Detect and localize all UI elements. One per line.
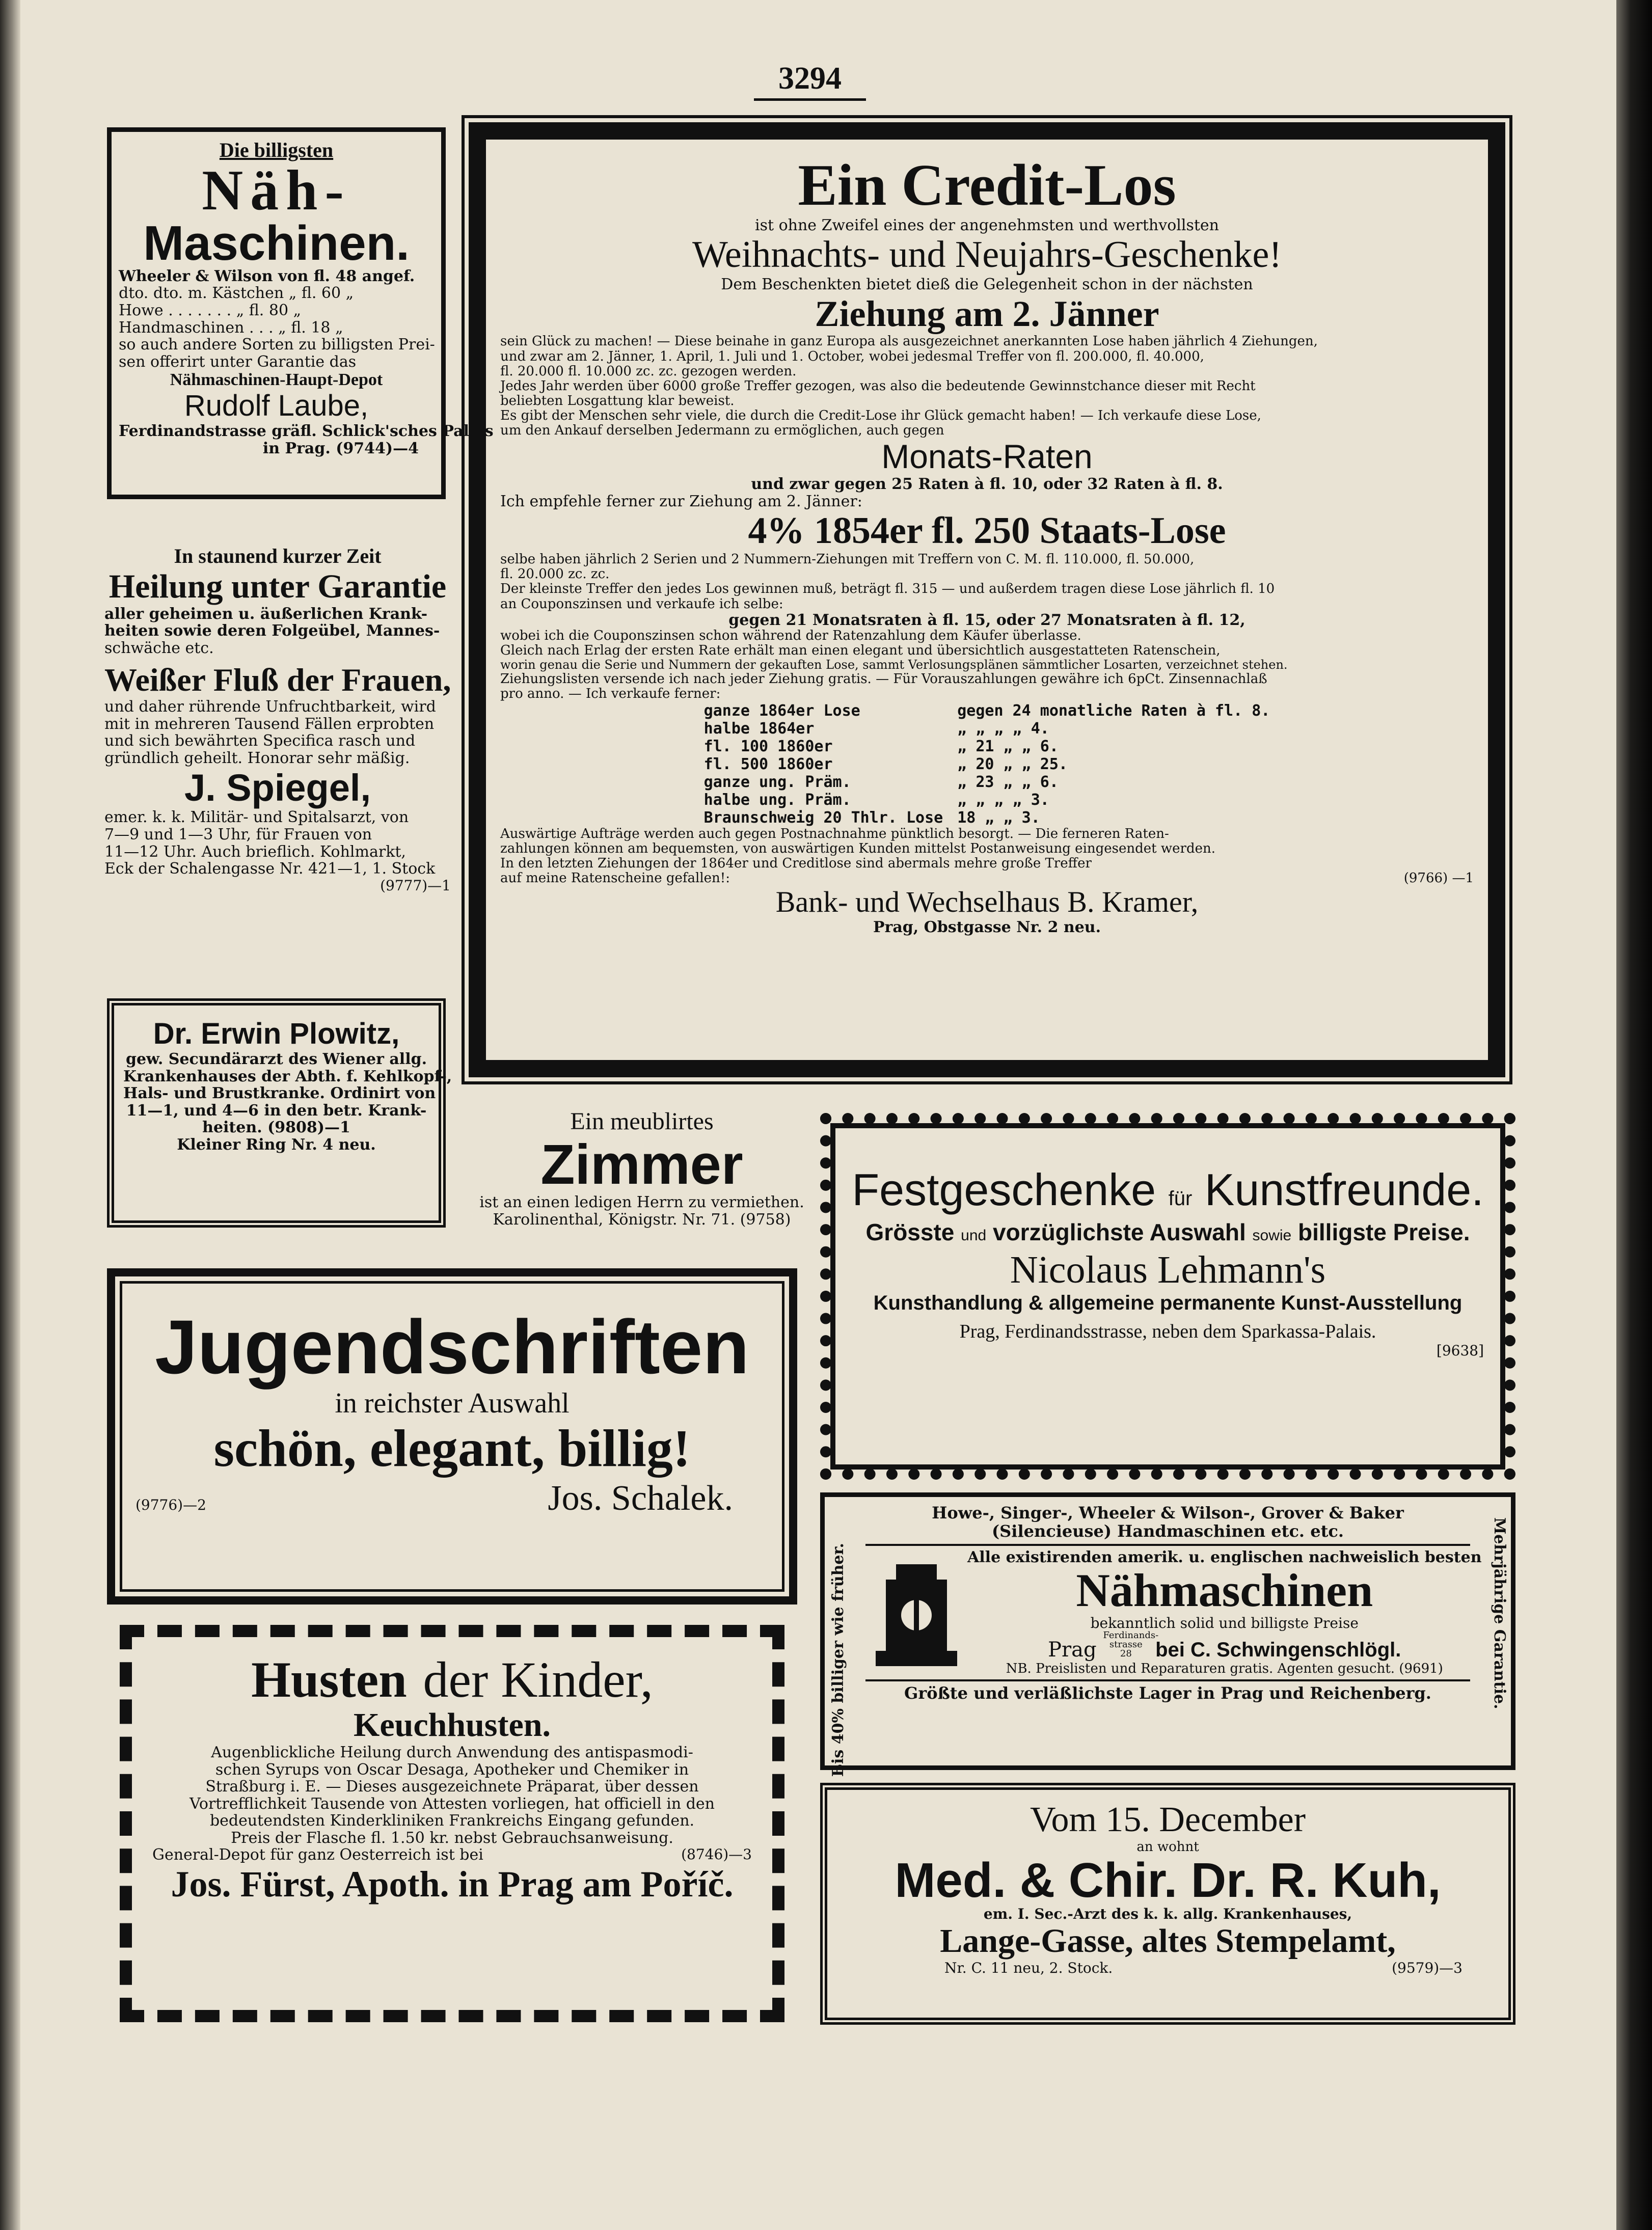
body-text: zahlungen können am bequemsten, von auswärtigen Kunden mittelst Postanweisung eingesendet werden. bbox=[500, 840, 1215, 856]
lot-terms: „ „ „ „ 3. bbox=[957, 791, 1049, 809]
body-text: pro anno. — Ich verkaufe ferner: bbox=[500, 686, 721, 702]
body-text: emer. k. k. Militär- und Spitalsarzt, von bbox=[104, 808, 409, 827]
body-text: Preis der Flasche fl. 1.50 kr. nebst Gebrauchsanweisung. bbox=[231, 1829, 673, 1847]
advertiser-name: Rudolf Laube, bbox=[184, 389, 369, 423]
body-text: Dem Beschenkten bietet dieß die Gelegenheit schon in der nächsten bbox=[721, 276, 1253, 294]
address: Lange-Gasse, altes Stempelamt, bbox=[940, 1922, 1396, 1960]
heading: Vom 15. December bbox=[1030, 1800, 1306, 1839]
address: in Prag. (9744)—4 bbox=[262, 439, 419, 457]
lot-row bbox=[697, 755, 1278, 773]
text-part: vorzüglichste Auswahl bbox=[993, 1218, 1246, 1245]
body-text: an Couponszinsen und verkaufe ich selbe: bbox=[500, 596, 783, 612]
lot-name: fl. 100 1860er bbox=[703, 737, 833, 755]
body-text: und sich bewährten Specifica rasch und bbox=[104, 732, 416, 750]
heading bbox=[852, 1165, 1484, 1215]
ad-code: (9579)—3 bbox=[1392, 1959, 1463, 1976]
body-text: Der kleinste Treffer den jedes Los gewinnen muß, beträgt fl. 315 — und außerdem tragen diese Lose jährlich fl. 10 bbox=[500, 581, 1275, 597]
heading: In staunend kurzer Zeit bbox=[174, 545, 382, 567]
body-text: Größte und verläßlichste Lager in Prag und Reichenberg. bbox=[904, 1683, 1431, 1703]
lot-row bbox=[697, 809, 1278, 827]
heading: Ein meublirtes bbox=[570, 1108, 714, 1135]
body-text: In den letzten Ziehungen der 1864er und Creditlose sind abermals mehre große Treffer bbox=[500, 855, 1092, 871]
lot-terms: „ „ „ „ 4. bbox=[957, 719, 1049, 738]
ad-kuh bbox=[820, 1783, 1515, 2025]
ad-code: (9776)—2 bbox=[136, 1496, 206, 1513]
heading: 4% 1854er fl. 250 Staats-Lose bbox=[748, 510, 1226, 552]
text-part: sowie bbox=[1252, 1227, 1292, 1244]
body-text: ist ohne Zweifel eines der angenehmsten und werthvollsten bbox=[755, 216, 1219, 234]
body-text: und daher rührende Unfruchtbarkeit, wird bbox=[104, 698, 436, 716]
advertiser-name: J. Spiegel, bbox=[184, 766, 371, 809]
body-text: 7—9 und 1—3 Uhr, für Frauen von bbox=[104, 826, 372, 844]
body-text: 11—12 Uhr. Auch brieflich. Kohlmarkt, bbox=[104, 842, 406, 861]
lot-terms: „ 21 „ „ 6. bbox=[957, 737, 1059, 755]
body-text: heiten. (9808)—1 bbox=[202, 1119, 350, 1137]
body-text: ist an einen ledigen Herrn zu vermiethen. bbox=[479, 1193, 804, 1212]
heading: Weißer Fluß der Frauen, bbox=[104, 662, 451, 698]
advertiser-name: Med. & Chir. Dr. R. Kuh, bbox=[895, 1853, 1441, 1908]
body-text: Jedes Jahr werden über 6000 große Treffer gezogen, was also die bedeutende Gewinnstchance dieser mit Recht bbox=[500, 378, 1256, 394]
heading-part: Husten bbox=[251, 1651, 407, 1708]
advertiser-name: Dr. Erwin Plowitz, bbox=[153, 1017, 400, 1050]
ad-schwingenschloegl bbox=[820, 1492, 1515, 1777]
body-text: Augenblickliche Heilung durch Anwendung des antispasmodi- bbox=[211, 1743, 693, 1761]
body-text: auf meine Ratenscheine gefallen!: bbox=[500, 870, 730, 886]
body-text: Kunsthandlung & allgemeine permanente Kunst-Ausstellung bbox=[873, 1292, 1463, 1315]
body-text: und zwar am 2. Jänner, 1. April, 1. Juli und 1. October, wobei jedesmal Treffer von fl. 200.000, fl. 40.000, bbox=[500, 348, 1204, 364]
ad-zimmer bbox=[474, 1108, 810, 1261]
body-text: bekanntlich solid und billigste Preise bbox=[1090, 1614, 1359, 1631]
body-text: Vortrefflichkeit Tausende von Attesten vorliegen, hat officiell in den bbox=[189, 1794, 715, 1813]
body-text: beliebten Losgattung klar beweist. bbox=[500, 393, 735, 409]
heading: Jugendschriften bbox=[155, 1304, 749, 1390]
address: Prag, Obstgasse Nr. 2 neu. bbox=[873, 918, 1101, 936]
body-text: Nähmaschinen-Haupt-Depot bbox=[170, 370, 383, 390]
address: Prag, Ferdinandsstrasse, neben dem Sparkassa-Palais. bbox=[959, 1320, 1376, 1342]
body-text: um den Ankauf derselben Jedermann zu ermöglichen, auch gegen bbox=[500, 423, 944, 439]
advertiser-name: Nicolaus Lehmann's bbox=[1010, 1248, 1326, 1292]
heading: schön, elegant, billig! bbox=[213, 1419, 691, 1478]
body-text: NB. Preislisten und Reparaturen gratis. Agenten gesucht. (9691) bbox=[1006, 1661, 1443, 1676]
body-text: mit in mehreren Tausend Fällen erprobten bbox=[104, 715, 435, 733]
lot-name: ganze ung. Präm. bbox=[703, 773, 851, 791]
body-text: schwäche etc. bbox=[104, 639, 214, 657]
sewing-machine-icon bbox=[865, 1549, 967, 1671]
body-text: aller geheimen u. äußerlichen Krank- bbox=[104, 605, 428, 623]
body-text: sen offerirt unter Garantie das bbox=[119, 352, 357, 371]
book-binding-right bbox=[1616, 0, 1652, 2230]
body-text: gründlich geheilt. Honorar sehr mäßig. bbox=[104, 749, 410, 767]
ad-credit-los bbox=[469, 122, 1505, 1077]
ad-code: (9766) —1 bbox=[1403, 870, 1474, 886]
lot-row bbox=[697, 738, 1278, 755]
lot-name: halbe ung. Präm. bbox=[703, 791, 851, 809]
heading-part: der Kinder, bbox=[423, 1651, 653, 1708]
body-text: Ziehungslisten versende ich nach jeder Ziehung gratis. — Für Vorauszahlungen gewähre ich 6pCt. Zinsennachlaß bbox=[500, 671, 1267, 687]
text-part: Grösste bbox=[865, 1218, 955, 1245]
heading-part: Kunstfreunde. bbox=[1204, 1164, 1484, 1215]
body-text: 11—1, und 4—6 in den betr. Krank- bbox=[126, 1101, 427, 1120]
ad-code: (8746)—3 bbox=[681, 1846, 752, 1863]
lot-row bbox=[697, 720, 1278, 738]
body-text: worin genau die Serie und Nummern der gekauften Lose, sammt Verlosungsplänen sämmtlicher Losarten, verzeichnet stehen. bbox=[500, 658, 1288, 672]
address: Eck der Schalengasse Nr. 421—1, 1. Stock bbox=[104, 860, 436, 878]
body-text: General-Depot für ganz Oesterreich ist bei bbox=[152, 1846, 483, 1864]
side-text: Bis 40% billiger wie früher. bbox=[829, 1543, 847, 1777]
text-part: und bbox=[961, 1227, 987, 1244]
body-text: Howe-, Singer-, Wheeler & Wilson-, Grover & Baker bbox=[932, 1503, 1404, 1522]
heading bbox=[152, 1652, 752, 1706]
ad-code: (9777)—1 bbox=[380, 877, 451, 894]
advertiser-name: Jos. Fürst, Apoth. in Prag am Poříč. bbox=[171, 1864, 734, 1905]
body-text: wobei ich die Couponszinsen schon während der Ratenzahlung dem Käufer überlasse. bbox=[500, 628, 1081, 644]
text-part: bei C. Schwingenschlögl. bbox=[1155, 1639, 1401, 1662]
ad-title: Ein Credit-Los bbox=[798, 153, 1176, 218]
body-text: Gleich nach Erlag der ersten Rate erhält man einen elegant und übersichtlich ausgestatteten Ratenschein, bbox=[500, 643, 1221, 659]
body-text: em. I. Sec.-Arzt des k. k. allg. Krankenhauses, bbox=[983, 1906, 1352, 1923]
ad-heilung bbox=[104, 545, 451, 953]
ad-code: [9638] bbox=[1436, 1342, 1484, 1359]
address: Kleiner Ring Nr. 4 neu. bbox=[177, 1135, 376, 1154]
body-text: Ich empfehle ferner zur Ziehung am 2. Jänner: bbox=[500, 492, 862, 510]
body-text: Alle existirenden amerik. u. englischen nachweislich besten bbox=[967, 1548, 1482, 1566]
body-text: selbe haben jährlich 2 Serien und 2 Nummern-Ziehungen mit Treffern von C. M. fl. 110.000, fl. 50.000, bbox=[500, 552, 1195, 567]
body-text: Es gibt der Menschen sehr viele, die durch die Credit-Lose ihr Glück gemacht haben! — Ich verkaufe diese Lose, bbox=[500, 408, 1261, 424]
price-line: Howe . . . . . . . „ fl. 80 „ bbox=[119, 301, 302, 319]
lot-name: Braunschweig 20 Thlr. Lose bbox=[703, 808, 943, 827]
heading: Weihnachts- und Neujahrs-Geschenke! bbox=[692, 234, 1282, 276]
body-text: Straßburg i. E. — Dieses ausgezeichnete Präparat, über dessen bbox=[205, 1778, 699, 1796]
lot-table bbox=[697, 702, 1278, 827]
heading: Die billigsten bbox=[219, 139, 334, 161]
heading: Keuchhusten. bbox=[354, 1706, 551, 1744]
heading-part: Festgeschenke bbox=[852, 1164, 1156, 1215]
ad-husten bbox=[120, 1625, 784, 2022]
heading: Näh- bbox=[202, 158, 351, 222]
heading: Maschinen. bbox=[143, 215, 410, 270]
ad-naehmaschinen bbox=[107, 127, 494, 499]
body-text bbox=[852, 1219, 1484, 1246]
lot-name: ganze 1864er Lose bbox=[703, 701, 860, 720]
body-text: so auch andere Sorten zu billigsten Prei- bbox=[119, 336, 435, 354]
body-text: und zwar gegen 25 Raten à fl. 10, oder 32 Raten à fl. 8. bbox=[751, 475, 1223, 494]
advertiser-name: Bank- und Wechselhaus B. Kramer, bbox=[775, 885, 1199, 918]
body-text: bedeutendsten Kinderkliniken Frankreichs Eingang gefunden. bbox=[209, 1812, 695, 1830]
lot-row bbox=[697, 702, 1278, 720]
ad-festgeschenke bbox=[820, 1113, 1515, 1480]
body-text: heiten sowie deren Folgeübel, Mannes- bbox=[104, 622, 440, 640]
heading: Ziehung am 2. Jänner bbox=[815, 293, 1159, 334]
price-line: dto. dto. m. Kästchen „ fl. 60 „ bbox=[119, 284, 354, 303]
lot-row bbox=[697, 791, 1278, 809]
book-binding-left bbox=[0, 0, 20, 2230]
body-text: an wohnt bbox=[1136, 1839, 1199, 1855]
body-text: Auswärtige Aufträge werden auch gegen Postnachnahme pünktlich besorgt. — Die ferneren Raten- bbox=[500, 826, 1169, 841]
body-text: gegen 21 Monatsraten à fl. 15, oder 27 Monatsraten à fl. 12, bbox=[728, 611, 1245, 629]
ad-jugendschriften bbox=[107, 1268, 797, 1604]
body-text: Krankenhauses der Abth. f. Kehlkopf-, bbox=[123, 1067, 452, 1085]
address: Nr. C. 11 neu, 2. Stock. bbox=[944, 1959, 1113, 1976]
body-text: fl. 20.000 zc. zc. bbox=[500, 566, 610, 582]
lot-terms: „ 20 „ „ 25. bbox=[957, 755, 1068, 773]
body-text: sein Glück zu machen! — Diese beinahe in ganz Europa als ausgezeichnet anerkannten Lose haben jährlich 4 Ziehungen, bbox=[500, 334, 1318, 349]
lot-terms: gegen 24 monatliche Raten à fl. 8. bbox=[957, 701, 1270, 720]
text-part: billigste Preise. bbox=[1298, 1218, 1470, 1245]
lot-row bbox=[697, 773, 1278, 791]
heading: Monats-Raten bbox=[881, 438, 1093, 476]
address: Ferdinandstrasse gräfl. Schlick'sches Palais bbox=[119, 422, 494, 441]
heading: Nähmaschinen bbox=[1076, 1564, 1373, 1617]
side-text: Mehrjährige Garantie. bbox=[1491, 1517, 1508, 1709]
body-text: (Silencieuse) Handmaschinen etc. etc. bbox=[992, 1521, 1344, 1541]
heading-part: für bbox=[1168, 1187, 1193, 1210]
address bbox=[967, 1631, 1482, 1662]
text-part: Ferdinands-strasse 28 bbox=[1103, 1630, 1159, 1660]
lot-name: halbe 1864er bbox=[703, 719, 815, 738]
address: Karolinenthal, Königstr. Nr. 71. (9758) bbox=[493, 1210, 791, 1229]
body-text: fl. 20.000 fl. 10.000 zc. zc. gezogen werden. bbox=[500, 363, 797, 379]
price-line: Wheeler & Wilson von fl. 48 angef. bbox=[119, 267, 415, 285]
ad-plowitz bbox=[107, 998, 452, 1228]
price-line: Handmaschinen . . . „ fl. 18 „ bbox=[119, 318, 343, 337]
heading: Zimmer bbox=[540, 1133, 743, 1196]
page-number: 3294 bbox=[728, 61, 891, 107]
lot-name: fl. 500 1860er bbox=[703, 755, 833, 773]
body-text: gew. Secundärarzt des Wiener allg. bbox=[125, 1050, 427, 1068]
lot-terms: „ 23 „ „ 6. bbox=[957, 773, 1059, 791]
text-part: Prag bbox=[1048, 1638, 1097, 1662]
body-text: schen Syrups von Oscar Desaga, Apotheker und Chemiker in bbox=[215, 1760, 689, 1779]
advertiser-name: Jos. Schalek. bbox=[548, 1478, 733, 1518]
lot-terms: 18 „ „ 3. bbox=[957, 808, 1040, 827]
heading: Heilung unter Garantie bbox=[109, 567, 447, 605]
body-text: Hals- und Brustkranke. Ordinirt von bbox=[123, 1084, 436, 1103]
body-text: in reichster Auswahl bbox=[335, 1387, 570, 1419]
